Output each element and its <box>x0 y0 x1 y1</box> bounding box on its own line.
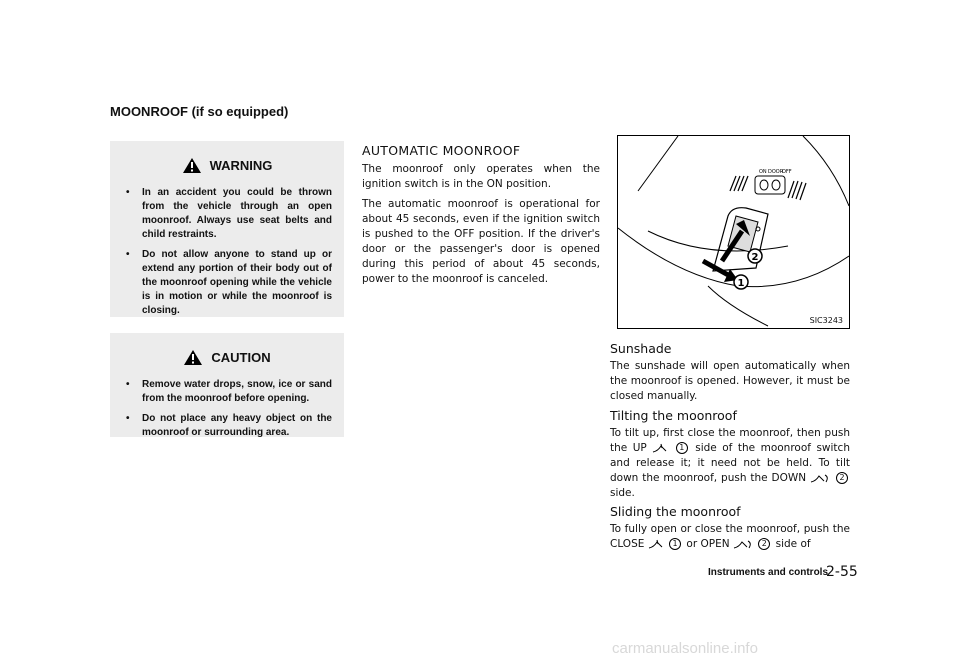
switch-label-door: DOOR <box>768 169 784 175</box>
warning-box <box>110 141 344 317</box>
tilting-text-part-2: side of the moonroof switch and release it; it need not be held. To tilt down the moonroof, push the DOWN <box>610 442 850 484</box>
section-title: MOONROOF (if so equipped) <box>110 104 289 119</box>
sliding-heading: Sliding the moonroof <box>610 504 741 519</box>
tilting-heading: Tilting the moonroof <box>610 408 737 423</box>
sliding-text-part-2: or OPEN <box>686 538 730 550</box>
caution-title: CAUTION <box>211 350 271 365</box>
caution-heading <box>122 349 332 366</box>
warning-item-2: • Do not allow anyone to stand up or extend any portion of their body out of the moonroof opening while the vehicle is in motion or while the moonroof is closing. <box>122 248 332 318</box>
tilt-down-icon <box>810 473 830 483</box>
figure-code: SIC3243 <box>809 316 843 325</box>
page-number: 2-55 <box>826 564 858 580</box>
tilting-text <box>610 426 850 501</box>
moonroof-switch-figure <box>617 135 850 329</box>
caution-triangle-icon <box>183 349 203 366</box>
sliding-text-part-1: To fully open or close the moonroof, push the CLOSE <box>610 523 850 550</box>
open-moonroof-icon <box>733 539 753 549</box>
automatic-paragraph-1: The moonroof only operates when the ignition switch is in the ON position. <box>362 163 600 190</box>
sunshade-text: The sunshade will open automatically when the moonroof is opened. However, it must be closed manually. <box>610 360 850 402</box>
warning-heading <box>122 157 332 174</box>
ref-1: 1 <box>676 442 688 454</box>
sliding-text-part-3: side of <box>775 538 811 550</box>
warning-title: WARNING <box>209 158 273 173</box>
tilting-text-part-3: side. <box>610 487 635 499</box>
sliding-text <box>610 522 850 552</box>
sliding-section <box>610 504 850 557</box>
moonroof-switch-illustration <box>618 136 849 328</box>
tilt-up-icon <box>652 443 668 453</box>
watermark: carmanualsonline.info <box>612 640 758 657</box>
footer-section-name: Instruments and controls <box>708 567 829 578</box>
close-moonroof-icon <box>648 539 664 549</box>
tilting-text-part-1: To tilt up, first close the moonroof, then push the UP <box>610 427 850 454</box>
ref-2: 2 <box>836 472 848 484</box>
automatic-paragraph-2: The automatic moonroof is operational for about 45 seconds, even if the ignition switch is pushed to the OFF position. If the driver's door or the passenger's door is opened during this period of about 45 seconds, power to the moonroof is canceled. <box>362 198 600 285</box>
callout-2: 2 <box>751 252 759 263</box>
tilting-section <box>610 408 850 506</box>
switch-label-on: ON <box>759 169 767 175</box>
automatic-moonroof-section <box>362 143 600 292</box>
caution-box <box>110 333 344 437</box>
warning-triangle-icon <box>182 157 202 174</box>
switch-label-off: OFF <box>782 169 792 175</box>
sunshade-heading: Sunshade <box>610 341 672 356</box>
caution-item-2: • Do not place any heavy object on the moonroof or surrounding area. <box>122 412 332 440</box>
warning-item-1: • In an accident you could be thrown from the vehicle through an open moonroof. Always use seat belts and child restraints. <box>122 186 332 242</box>
callout-1: 1 <box>737 278 745 289</box>
automatic-heading: AUTOMATIC MOONROOF <box>362 143 521 158</box>
sunshade-section <box>610 341 850 409</box>
ref-1: 1 <box>669 538 681 550</box>
ref-2: 2 <box>758 538 770 550</box>
caution-item-1: • Remove water drops, snow, ice or sand from the moonroof before opening. <box>122 378 332 406</box>
